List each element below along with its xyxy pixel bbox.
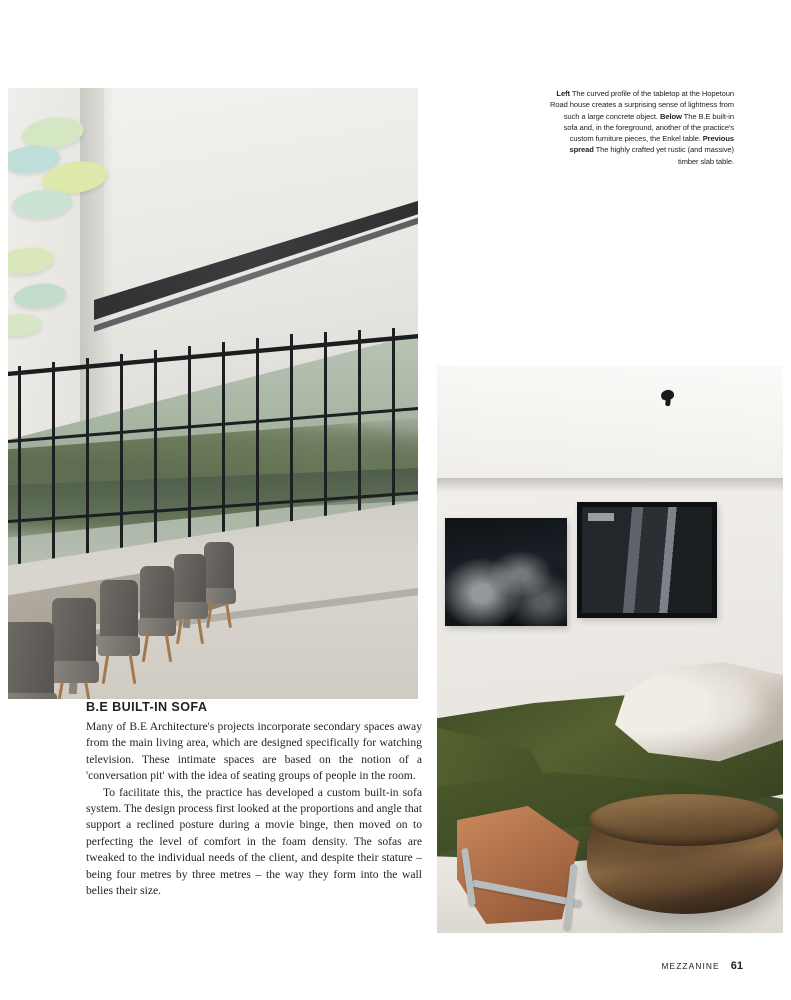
- page-footer: [661, 960, 743, 972]
- dining-chair: [52, 598, 96, 699]
- dining-chair: [8, 622, 54, 699]
- artwork-seascape: [445, 518, 567, 626]
- page-number: 61: [730, 960, 743, 972]
- lounge-ceiling: [437, 366, 783, 484]
- photo-lounge: [437, 366, 783, 933]
- dining-chair: [100, 580, 138, 680]
- photo-dining-room: [8, 88, 418, 699]
- article-body: [86, 700, 422, 899]
- caption-label-left: Left The curved profile of the tabletop at the Hopetoun Road house creates a surprising sense of lightness from such a large concrete object.: [549, 89, 734, 121]
- article-paragraph-2: To facilitate this, the practice has developed a custom built-in sofa system. The design process first looked at the proportions and angle that support a reclined posture during a movie binge, then moved on to perfecting the level of comfort in the foam density. The sofas are tweaked to the individual needs of the client, and despite their stature – being four metres by three metres – the way they form into the wall belies their size.: [86, 785, 422, 898]
- caption-label-previous-spread: Previous spread The highly crafted yet rustic (and massive) timber slab table.: [569, 134, 734, 166]
- article-heading: B.E BUILT-IN SOFA: [86, 700, 208, 714]
- enkel-coffee-table-top: [589, 794, 781, 846]
- lounge-ceiling-edge: [437, 478, 783, 492]
- dining-chair: [174, 554, 206, 640]
- artwork-framed-photo: [577, 502, 717, 618]
- dining-chair: [204, 542, 234, 624]
- dining-chair: [140, 566, 174, 658]
- article-paragraph-1: Many of B.E Architecture's projects incorporate secondary spaces away from the main living area, which are designed specifically for watching television. These intimate spaces are based on the notion of a 'conversation pit' with the idea of seating groups of people in the room.: [86, 720, 422, 783]
- leather-hide: [457, 806, 579, 924]
- leather-sling-chair: [443, 806, 593, 933]
- magazine-name: MEZZANINE: [661, 961, 720, 971]
- photo-caption: [548, 88, 734, 167]
- caption-label-below: Below The B.E built-in sofa and, in the foreground, another of the practice's custom furniture pieces, the Enkel table.: [563, 111, 734, 144]
